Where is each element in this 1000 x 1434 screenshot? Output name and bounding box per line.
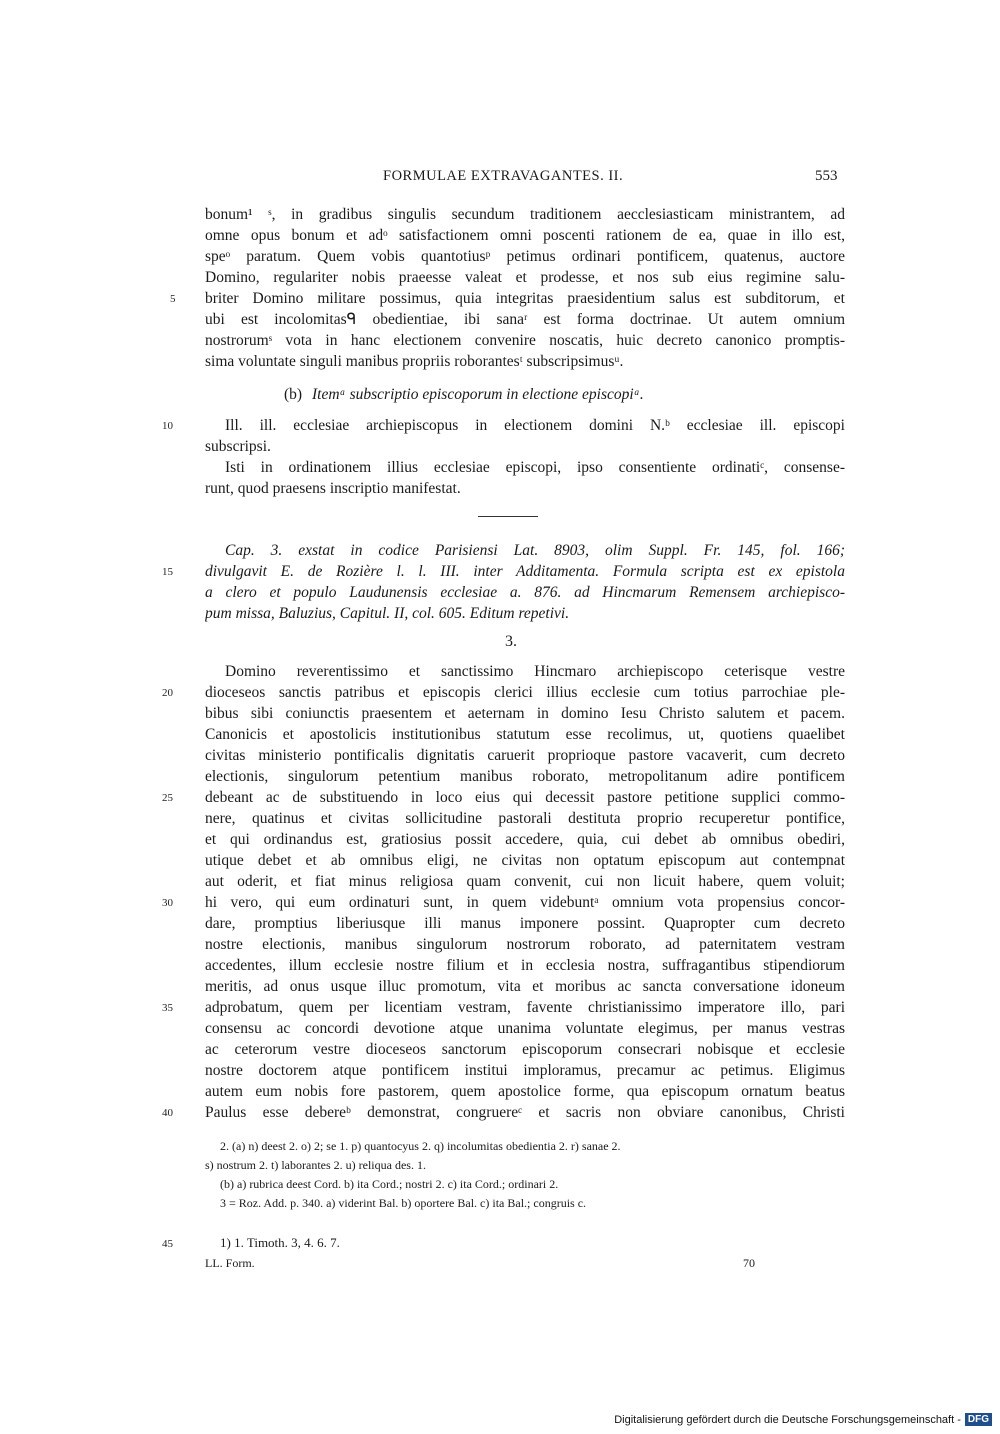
text-line: autem eum nobis fore pastorem, quem apostolice forme, qua episcopum ornatum beatus — [205, 1083, 845, 1100]
note-line: divulgavit E. de Rozière l. l. III. inter Additamenta. Formula scripta est ex epistola — [205, 563, 845, 580]
line-number: 45 — [162, 1238, 173, 1250]
text-line: electionis, singulorum petentium manibus roborato, metropolitanum adire pontificem — [205, 768, 845, 785]
line-number: 10 — [162, 420, 173, 432]
text-line: dioceseos sanctis patribus et episcopis clerici illius ecclesie cum totius parrochiae ple- — [205, 684, 845, 701]
text-line: nostre electionis, manibus singulorum nostrorum roborato, ad paternitatem vestram — [205, 936, 845, 953]
text-line: debeant ac de substituendo in loco eius qui decessit pastore petitione supplici commo- — [205, 789, 845, 806]
text-line: Domino, regulariter nobis praeesse valeat et prodesse, et nos sub eius regimine salu- — [205, 269, 845, 286]
text-line: omne opus bonum et adᵒ satisfactionem omni poscenti rationem de ea, quae in illo est, — [205, 227, 845, 244]
text-line: Paulus esse debereᵇ demonstrat, congruereᶜ et sacris non obviare canonibus, Christi — [205, 1104, 845, 1121]
line-number: 25 — [162, 792, 173, 804]
digitization-credit — [614, 1413, 992, 1426]
text-line: speᵒ paratum. Quem vobis quantotiusᵖ petimus ordinari pontificem, quatenus, auctore — [205, 248, 845, 265]
text-line: Domino reverentissimo et sanctissimo Hincmaro archiepiscopo ceterisque vestre — [225, 663, 845, 680]
text-line: accedentes, illum ecclesie nostre filium et in ecclesia nostra, suffragantibus stipendiorum — [205, 957, 845, 974]
signature-mark: LL. Form. — [205, 1256, 255, 1270]
page-number: 553 — [815, 168, 838, 184]
footnote: 1) 1. Timoth. 3, 4. 6. 7. — [220, 1235, 340, 1250]
text-line: utique debet et ab omnibus eligi, ne civitas non optatum episcopum aut contempnat — [205, 852, 845, 869]
text-line: Canoniсis et apostolicis institutionibus statutum esse recolimus, ut, quotiens quaelibet — [205, 726, 845, 743]
text-line: subscripsi. — [205, 438, 271, 455]
text-line: adprobatum, quem per licentiam vestram, favente christianissimo imperatore illo, pari — [205, 999, 845, 1016]
running-title: FORMULAE EXTRAVAGANTES. II. — [383, 168, 624, 184]
text-line: briter Domino militare possimus, quia integritas praesidentium salus est subditorum, et — [205, 290, 845, 307]
text-line: sima voluntate singuli manibus propriis roborantesᵗ subscripsimusᵘ. — [205, 353, 624, 370]
text-line: aut oderit, et fiat minus religiosa quam convenit, cui non licuit habere, quem voluit; — [205, 873, 845, 890]
text-line: dare, promptius liberiusque illi manus imponere possint. Quapropter cum decreto — [205, 915, 845, 932]
text-line: bibus sibi coniunctis praesentem et aeternam in domino Iesu Christo salutem et pacem. — [205, 705, 845, 722]
divider — [478, 516, 538, 517]
section-label: (b) — [284, 386, 303, 403]
chapter-number: 3. — [505, 633, 517, 650]
text-line: Ill. ill. ecclesiae archiepiscopus in electionem domini N.ᵇ ecclesiae ill. episcopi — [225, 417, 845, 434]
note-line: pum missa, Baluzius, Capitul. II, col. 605. Editum repetivi. — [205, 605, 570, 622]
text-line: civitas ministerio pontificalis dignitatis caruerit proprioque pastore vacaverit, cum decreto — [205, 747, 845, 764]
line-number: 15 — [162, 566, 173, 578]
digitization-text: Digitalisierung gefördert durch die Deutsche Forschungsgemeinschaft - — [614, 1413, 961, 1426]
text-line: hi vero, qui eum ordinaturi sunt, in quem videbuntᵃ omnium vota propensius concor- — [205, 894, 845, 911]
text-line: nostrorumˢ vota in hanc electionem convenire noscatis, huic decreto canonico promptis- — [205, 332, 845, 349]
text-line: runt, quod praesens inscriptio manifestat. — [205, 480, 461, 497]
text-line: ubi est incolomitasᑫ obedientiae, ibi sanaʳ est forma doctrinae. Ut autem omnium — [205, 311, 845, 328]
apparatus-line: 2. (a) n) deest 2. o) 2; se 1. p) quantocyus 2. q) incolumitas obedientia 2. r) sanae 2. — [220, 1139, 621, 1153]
text-line: meritis, ad onus usque illuc promotum, vita et moribus ac sancta conversatione idoneum — [205, 978, 845, 995]
text-line: et qui ordinandus est, gratiosius possit accedere, quia, cui debet ab omnibus obediri, — [205, 831, 845, 848]
note-line: Cap. 3. exstat in codice Parisiensi Lat. 8903, olim Suppl. Fr. 145, fol. 166; — [225, 542, 845, 559]
text-line: consensu ac concordi devotione atque unanima voluntate elegimus, per manus vestras — [205, 1020, 845, 1037]
line-number: 30 — [162, 897, 173, 909]
dfg-logo: DFG — [965, 1413, 992, 1426]
apparatus-line: (b) a) rubrica deest Cord. b) ita Cord.; nostri 2. c) ita Cord.; ordinari 2. — [220, 1177, 559, 1191]
apparatus-line: s) nostrum 2. t) laborantes 2. u) reliqua des. 1. — [205, 1158, 426, 1172]
text-line: Isti in ordinationem illius ecclesiae episcopi, ipso consentiente ordinatiᶜ, consense- — [225, 459, 845, 476]
text-line: ac ceterorum vestre dioceseos sanctorum episcoporum consecrari nobisque et ecclesie — [205, 1041, 845, 1058]
sheet-number: 70 — [743, 1256, 755, 1270]
text-line: bonum¹ ˢ, in gradibus singulis secundum traditionem aecclesiasticam ministrantem, ad — [205, 206, 845, 223]
note-line: a clero et populo Laudunensis ecclesiae a. 876. ad Hincmarum Remensem archiepisco- — [205, 584, 845, 601]
line-number: 40 — [162, 1107, 173, 1119]
line-number: 20 — [162, 687, 173, 699]
text-line: nere, quatinus et civitas sollicitudine pastorali destituta proprio recuperetur pontifice, — [205, 810, 845, 827]
line-number: 35 — [162, 1002, 173, 1014]
line-number: 5 — [170, 293, 176, 305]
apparatus-line: 3 = Roz. Add. p. 340. a) viderint Bal. b) oportere Bal. c) ita Bal.; congruis c. — [220, 1196, 587, 1210]
text-line: nostre doctorem atque pontificem institui imploramus, precamur ac petimus. Eligimus — [205, 1062, 845, 1079]
section-heading: Itemᵃ subscriptio episcoporum in electione episcopiᵃ. — [312, 386, 644, 403]
